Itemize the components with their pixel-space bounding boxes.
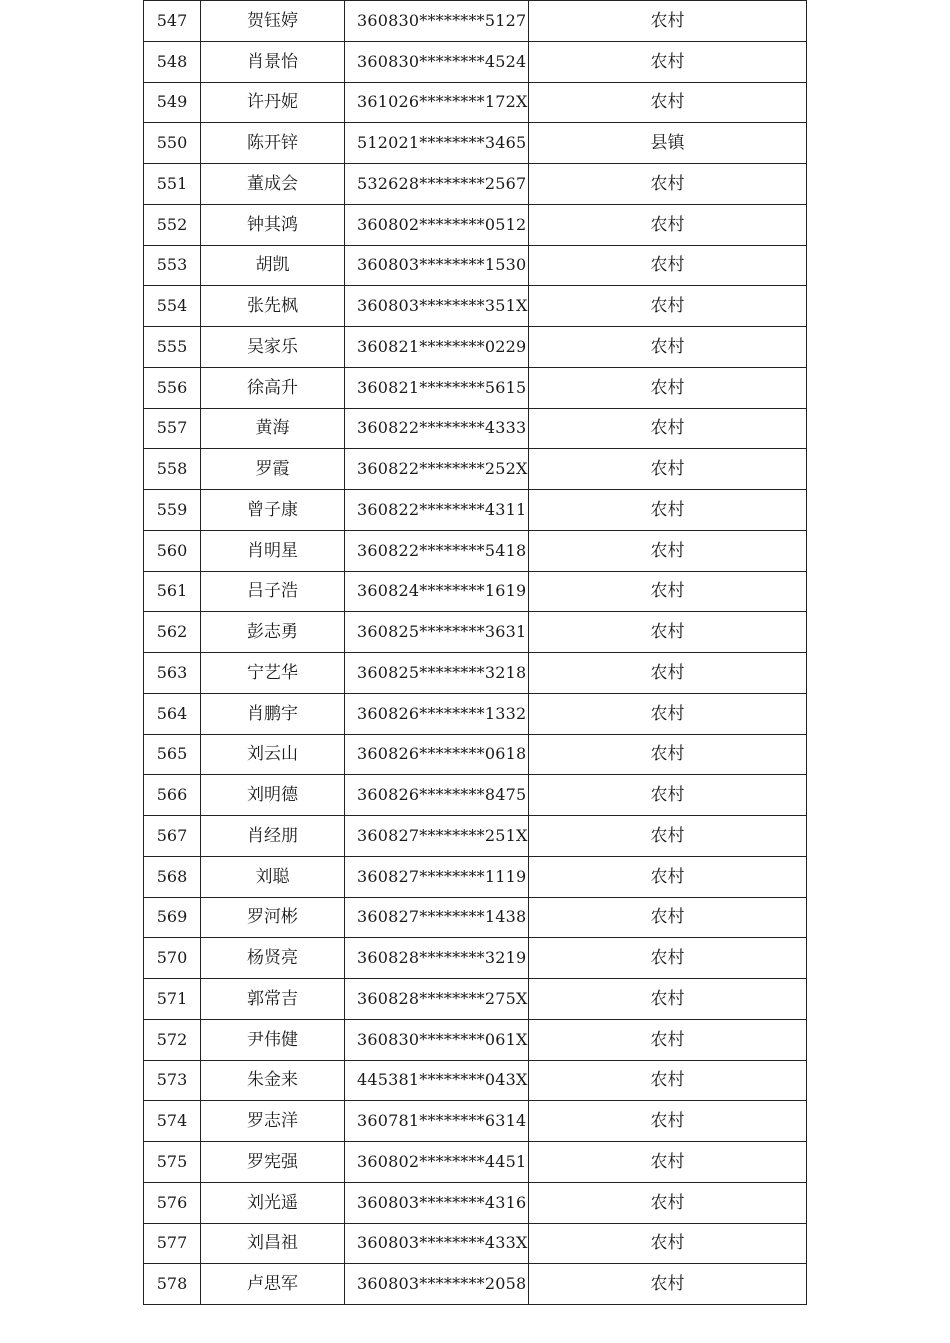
row-number-cell: 555 <box>144 327 201 368</box>
name-cell: 张先枫 <box>201 286 345 327</box>
id-number-cell: 360821********5615 <box>345 367 529 408</box>
table-row <box>144 286 807 327</box>
name-cell: 肖明星 <box>201 530 345 571</box>
id-number-cell: 360781********6314 <box>345 1101 529 1142</box>
name-cell: 刘明德 <box>201 775 345 816</box>
table-row <box>144 775 807 816</box>
row-number-cell: 560 <box>144 530 201 571</box>
row-number-cell: 573 <box>144 1060 201 1101</box>
household-type-cell: 农村 <box>529 1101 807 1142</box>
name-cell: 肖经朋 <box>201 816 345 857</box>
table-row <box>144 367 807 408</box>
row-number-cell: 571 <box>144 979 201 1020</box>
row-number-cell: 554 <box>144 286 201 327</box>
household-type-cell: 农村 <box>529 1 807 42</box>
household-type-cell: 农村 <box>529 41 807 82</box>
row-number-cell: 577 <box>144 1223 201 1264</box>
table-row <box>144 1 807 42</box>
name-cell: 董成会 <box>201 164 345 205</box>
row-number-cell: 549 <box>144 82 201 123</box>
household-type-cell: 农村 <box>529 938 807 979</box>
row-number-cell: 569 <box>144 897 201 938</box>
id-number-cell: 360826********0618 <box>345 734 529 775</box>
household-type-cell: 县镇 <box>529 123 807 164</box>
id-number-cell: 360827********251X <box>345 816 529 857</box>
household-type-cell: 农村 <box>529 449 807 490</box>
household-type-cell: 农村 <box>529 693 807 734</box>
table-row <box>144 1019 807 1060</box>
table-row <box>144 571 807 612</box>
household-type-cell: 农村 <box>529 490 807 531</box>
id-number-cell: 360803********4316 <box>345 1182 529 1223</box>
household-type-cell: 农村 <box>529 1060 807 1101</box>
id-number-cell: 361026********172X <box>345 82 529 123</box>
id-number-cell: 360830********061X <box>345 1019 529 1060</box>
household-type-cell: 农村 <box>529 612 807 653</box>
table-row <box>144 1223 807 1264</box>
household-type-cell: 农村 <box>529 979 807 1020</box>
id-number-cell: 532628********2567 <box>345 164 529 205</box>
id-number-cell: 360827********1438 <box>345 897 529 938</box>
row-number-cell: 566 <box>144 775 201 816</box>
household-type-cell: 农村 <box>529 775 807 816</box>
household-type-cell: 农村 <box>529 327 807 368</box>
id-number-cell: 360825********3631 <box>345 612 529 653</box>
household-type-cell: 农村 <box>529 816 807 857</box>
row-number-cell: 558 <box>144 449 201 490</box>
name-cell: 罗河彬 <box>201 897 345 938</box>
household-type-cell: 农村 <box>529 1223 807 1264</box>
id-number-cell: 445381********043X <box>345 1060 529 1101</box>
id-number-cell: 360803********433X <box>345 1223 529 1264</box>
id-number-cell: 512021********3465 <box>345 123 529 164</box>
name-cell: 曾子康 <box>201 490 345 531</box>
household-type-cell: 农村 <box>529 245 807 286</box>
table-row <box>144 1264 807 1305</box>
name-cell: 郭常吉 <box>201 979 345 1020</box>
table-row <box>144 408 807 449</box>
id-number-cell: 360825********3218 <box>345 653 529 694</box>
table-row <box>144 245 807 286</box>
table-row <box>144 1142 807 1183</box>
household-type-cell: 农村 <box>529 1019 807 1060</box>
name-cell: 刘聪 <box>201 856 345 897</box>
row-number-cell: 550 <box>144 123 201 164</box>
name-cell: 彭志勇 <box>201 612 345 653</box>
id-number-cell: 360826********8475 <box>345 775 529 816</box>
table-row <box>144 897 807 938</box>
id-number-cell: 360803********2058 <box>345 1264 529 1305</box>
table-row <box>144 938 807 979</box>
name-cell: 尹伟健 <box>201 1019 345 1060</box>
name-cell: 罗宪强 <box>201 1142 345 1183</box>
name-cell: 刘昌祖 <box>201 1223 345 1264</box>
table-row <box>144 1182 807 1223</box>
name-cell: 罗霞 <box>201 449 345 490</box>
row-number-cell: 551 <box>144 164 201 205</box>
id-number-cell: 360802********0512 <box>345 204 529 245</box>
household-type-cell: 农村 <box>529 164 807 205</box>
table-row <box>144 530 807 571</box>
table-row <box>144 449 807 490</box>
row-number-cell: 561 <box>144 571 201 612</box>
row-number-cell: 565 <box>144 734 201 775</box>
id-number-cell: 360830********5127 <box>345 1 529 42</box>
name-cell: 宁艺华 <box>201 653 345 694</box>
row-number-cell: 557 <box>144 408 201 449</box>
table-row <box>144 490 807 531</box>
row-number-cell: 547 <box>144 1 201 42</box>
id-number-cell: 360803********1530 <box>345 245 529 286</box>
row-number-cell: 572 <box>144 1019 201 1060</box>
household-type-cell: 农村 <box>529 734 807 775</box>
id-number-cell: 360822********4311 <box>345 490 529 531</box>
name-cell: 吴家乐 <box>201 327 345 368</box>
roster-table-body <box>144 1 807 1305</box>
household-type-cell: 农村 <box>529 653 807 694</box>
row-number-cell: 559 <box>144 490 201 531</box>
table-row <box>144 164 807 205</box>
name-cell: 肖鹏宇 <box>201 693 345 734</box>
name-cell: 肖景怡 <box>201 41 345 82</box>
row-number-cell: 568 <box>144 856 201 897</box>
table-row <box>144 816 807 857</box>
name-cell: 陈开锌 <box>201 123 345 164</box>
name-cell: 吕子浩 <box>201 571 345 612</box>
name-cell: 徐高升 <box>201 367 345 408</box>
roster-table <box>143 0 807 1305</box>
name-cell: 杨贤亮 <box>201 938 345 979</box>
table-row <box>144 612 807 653</box>
household-type-cell: 农村 <box>529 897 807 938</box>
row-number-cell: 562 <box>144 612 201 653</box>
household-type-cell: 农村 <box>529 408 807 449</box>
id-number-cell: 360827********1119 <box>345 856 529 897</box>
row-number-cell: 567 <box>144 816 201 857</box>
name-cell: 刘光遥 <box>201 1182 345 1223</box>
row-number-cell: 575 <box>144 1142 201 1183</box>
id-number-cell: 360822********5418 <box>345 530 529 571</box>
table-row <box>144 734 807 775</box>
row-number-cell: 563 <box>144 653 201 694</box>
household-type-cell: 农村 <box>529 1182 807 1223</box>
row-number-cell: 578 <box>144 1264 201 1305</box>
row-number-cell: 576 <box>144 1182 201 1223</box>
table-row <box>144 979 807 1020</box>
id-number-cell: 360826********1332 <box>345 693 529 734</box>
table-row <box>144 1101 807 1142</box>
row-number-cell: 553 <box>144 245 201 286</box>
table-row <box>144 653 807 694</box>
name-cell: 黄海 <box>201 408 345 449</box>
name-cell: 胡凯 <box>201 245 345 286</box>
household-type-cell: 农村 <box>529 571 807 612</box>
id-number-cell: 360828********275X <box>345 979 529 1020</box>
id-number-cell: 360802********4451 <box>345 1142 529 1183</box>
name-cell: 钟其鸿 <box>201 204 345 245</box>
row-number-cell: 556 <box>144 367 201 408</box>
name-cell: 贺钰婷 <box>201 1 345 42</box>
id-number-cell: 360822********4333 <box>345 408 529 449</box>
id-number-cell: 360803********351X <box>345 286 529 327</box>
household-type-cell: 农村 <box>529 530 807 571</box>
row-number-cell: 574 <box>144 1101 201 1142</box>
household-type-cell: 农村 <box>529 367 807 408</box>
name-cell: 刘云山 <box>201 734 345 775</box>
household-type-cell: 农村 <box>529 1264 807 1305</box>
household-type-cell: 农村 <box>529 204 807 245</box>
row-number-cell: 570 <box>144 938 201 979</box>
table-row <box>144 123 807 164</box>
table-row <box>144 327 807 368</box>
table-row <box>144 41 807 82</box>
row-number-cell: 548 <box>144 41 201 82</box>
id-number-cell: 360822********252X <box>345 449 529 490</box>
name-cell: 许丹妮 <box>201 82 345 123</box>
table-row <box>144 1060 807 1101</box>
table-row <box>144 204 807 245</box>
household-type-cell: 农村 <box>529 1142 807 1183</box>
table-row <box>144 856 807 897</box>
name-cell: 卢思军 <box>201 1264 345 1305</box>
name-cell: 朱金来 <box>201 1060 345 1101</box>
household-type-cell: 农村 <box>529 286 807 327</box>
table-row <box>144 693 807 734</box>
name-cell: 罗志洋 <box>201 1101 345 1142</box>
id-number-cell: 360824********1619 <box>345 571 529 612</box>
row-number-cell: 552 <box>144 204 201 245</box>
id-number-cell: 360821********0229 <box>345 327 529 368</box>
table-row <box>144 82 807 123</box>
id-number-cell: 360828********3219 <box>345 938 529 979</box>
row-number-cell: 564 <box>144 693 201 734</box>
household-type-cell: 农村 <box>529 82 807 123</box>
id-number-cell: 360830********4524 <box>345 41 529 82</box>
household-type-cell: 农村 <box>529 856 807 897</box>
